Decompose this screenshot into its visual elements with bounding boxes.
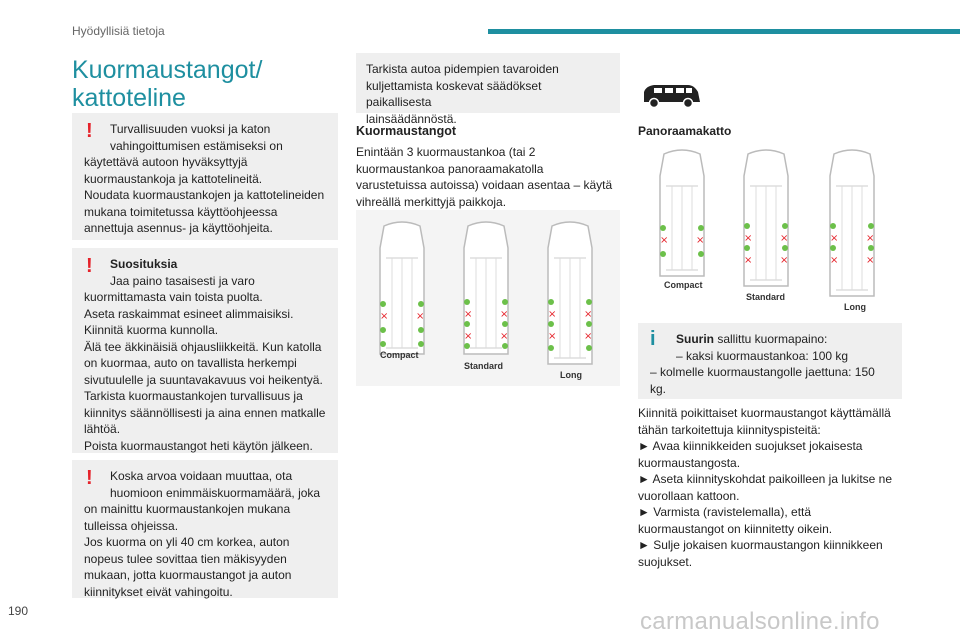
svg-text:×: ×	[464, 331, 473, 342]
svg-text:×: ×	[780, 255, 789, 266]
info-box-max-load	[638, 323, 902, 399]
warning-text	[84, 468, 326, 600]
note-box-regulations	[356, 53, 620, 126]
svg-text:×: ×	[744, 255, 753, 266]
svg-text:×: ×	[548, 309, 557, 320]
svg-text:×: ×	[830, 255, 839, 266]
text-line: kuormaustankoa panoraamakatolla	[356, 161, 544, 176]
text-line: nopeus tulee sovittaa tien mäkisyyden	[84, 551, 287, 566]
page-title	[72, 56, 262, 112]
svg-text:×: ×	[500, 309, 509, 320]
info-bold: Suurin	[676, 332, 714, 346]
instructions-text	[638, 405, 918, 570]
text-line: Jos kuorma on yli 40 cm korkea, auton	[84, 535, 290, 549]
warning-heading: Suosituksia	[110, 257, 178, 271]
svg-text:×: ×	[866, 255, 875, 266]
label-standard-panorama: Standard	[746, 292, 786, 302]
text-line: mukaan, jotta kuormaustangot ja auton	[84, 568, 292, 582]
warning-icon: !	[86, 255, 93, 277]
van-side-icon	[640, 80, 702, 110]
text-line: vihreällä merkittyjä paikkoja.	[356, 194, 507, 209]
text-line: varustetuissa autoissa) voidaan asentaa – käytä	[356, 178, 613, 192]
info-line-2: – kaksi kuormaustankoa: 100 kg	[676, 348, 849, 363]
text-line: Tarkista kuormaustankojen turvallisuus ja	[84, 389, 303, 403]
text-line: tähän tarkoitettuja kiinnityspisteitä:	[638, 422, 821, 437]
text-line: Jaa paino tasaisesti ja varo	[110, 273, 255, 288]
header-accent-bar	[488, 29, 960, 34]
label-long: Long	[560, 370, 582, 380]
text-line: kuljettamista koskevat säädökset paikallisesta	[366, 78, 542, 109]
text-line: kuormaustankoja ja kattotelineitä.	[84, 171, 263, 186]
text-line: Kiinnitä kuorma kunnolla.	[84, 323, 219, 337]
text-line: on mainittu kuormaustankojen mukana	[84, 502, 291, 516]
text-line: Älä tee äkkinäisiä ohjausliikkeitä. Kun katolla	[84, 339, 322, 354]
text-line: on kuormaa, auto on tavallista herkempi	[84, 356, 297, 370]
roof-bars-diagram	[356, 210, 620, 386]
label-standard: Standard	[464, 361, 504, 371]
text-line: kiinnitys säännöllisesti ja aina ennen matkalle	[84, 405, 326, 420]
svg-text:×: ×	[660, 235, 669, 246]
svg-text:×: ×	[500, 331, 509, 342]
text-line: Koska arvoa voidaan muuttaa, ota	[110, 469, 293, 483]
text-line: ► Aseta kiinnityskohdat paikoilleen ja lukitse ne	[638, 472, 893, 486]
svg-text:×: ×	[584, 331, 593, 342]
van-standard-diagram	[456, 218, 516, 358]
title-line-1: Kuormaustangot/	[72, 56, 263, 84]
page-number: 190	[8, 604, 29, 618]
warning-icon: !	[86, 120, 93, 142]
panorama-roof-diagram	[640, 140, 902, 316]
svg-text:×: ×	[830, 233, 839, 244]
svg-text:×: ×	[696, 235, 705, 246]
van-compact-panorama-diagram	[652, 146, 712, 280]
warning-box-safety	[72, 113, 338, 240]
section-heading-panorama: Panoraamakatto	[638, 124, 732, 138]
warning-box-recommendations	[72, 248, 338, 453]
van-standard-panorama-diagram	[736, 146, 796, 290]
info-line-4: kg.	[650, 381, 667, 396]
text-line: vuorollaan kattoon.	[638, 488, 740, 503]
section-heading-bars: Kuormaustangot	[356, 124, 456, 138]
svg-text:×: ×	[866, 233, 875, 244]
text-line: lainsäädännöstä.	[366, 111, 457, 126]
text-line: huomioon enimmäiskuormamäärä, joka	[110, 485, 321, 500]
svg-text:×: ×	[744, 233, 753, 244]
text-line: suojukset.	[638, 554, 693, 569]
text-line: kiinnitykset eivät vahingoitu.	[84, 584, 233, 599]
svg-text:×: ×	[584, 309, 593, 320]
text-line: Turvallisuuden vuoksi ja katon	[110, 122, 271, 136]
warning-text	[84, 121, 326, 237]
van-compact-diagram	[372, 218, 432, 358]
van-long-diagram	[540, 218, 600, 368]
label-compact: Compact	[380, 350, 419, 360]
text-line: ► Varmista (ravistelemalla), että	[638, 505, 812, 519]
svg-text:×: ×	[380, 311, 389, 322]
info-rest: sallittu kuormapaino:	[714, 332, 828, 346]
text-line: Enintään 3 kuormaustankoa (tai 2	[356, 145, 536, 159]
warning-box-load	[72, 460, 338, 598]
label-long-panorama: Long	[844, 302, 866, 312]
text-line: kuormaustangosta.	[638, 455, 741, 470]
text-line: Aseta raskaimmat esineet alimmaisiksi.	[84, 306, 294, 321]
text-line: Kiinnitä poikittaiset kuormaustangot käyttämällä	[638, 406, 891, 420]
text-line: kuormittamasta vain toista puolta.	[84, 290, 263, 304]
title-line-2: kattoteline	[72, 84, 186, 112]
warning-text	[84, 256, 326, 454]
section-header: Hyödyllisiä tietoja	[72, 24, 165, 38]
svg-text:×: ×	[464, 309, 473, 320]
text-line: annettuja asennus- ja käyttöohjeita.	[84, 221, 273, 235]
text-line: Noudata kuormaustankojen ja kattotelineiden	[84, 188, 325, 202]
text-line: Tarkista autoa pidempien tavaroiden	[366, 62, 559, 76]
text-line: kuormaustangot on kiinnitetty oikein.	[638, 521, 833, 536]
van-long-panorama-diagram	[822, 146, 882, 300]
svg-text:×: ×	[548, 331, 557, 342]
info-line-3: – kolmelle kuormaustangolle jaettuna: 150	[650, 365, 875, 379]
text-line: tulleissa ohjeissa.	[84, 518, 179, 533]
text-line: ► Avaa kiinnikkeiden suojukset jokaisesta	[638, 439, 863, 453]
info-line-1	[650, 328, 890, 350]
watermark: carmanualsonline.info	[640, 608, 880, 635]
text-line: Poista kuormaustangot heti käytön jälkeen.	[84, 438, 313, 453]
text-line: mukana toimitetussa käyttöohjeessa	[84, 204, 278, 219]
text-line: vahingoittumisen estämiseksi on	[110, 138, 283, 153]
label-compact-panorama: Compact	[664, 280, 703, 290]
svg-text:×: ×	[780, 233, 789, 244]
text-line: käytettävä autoon hyväksyttyjä	[84, 155, 248, 169]
text-line: lähtöä.	[84, 422, 121, 436]
info-icon: i	[650, 328, 656, 350]
bars-description	[356, 144, 626, 210]
warning-icon: !	[86, 467, 93, 489]
text-line: sivutuulelle ja suuntavakavuus voi heikentyä.	[84, 372, 323, 387]
text-line: ► Sulje jokaisen kuormaustangon kiinnikkeen	[638, 538, 883, 552]
svg-text:×: ×	[416, 311, 425, 322]
